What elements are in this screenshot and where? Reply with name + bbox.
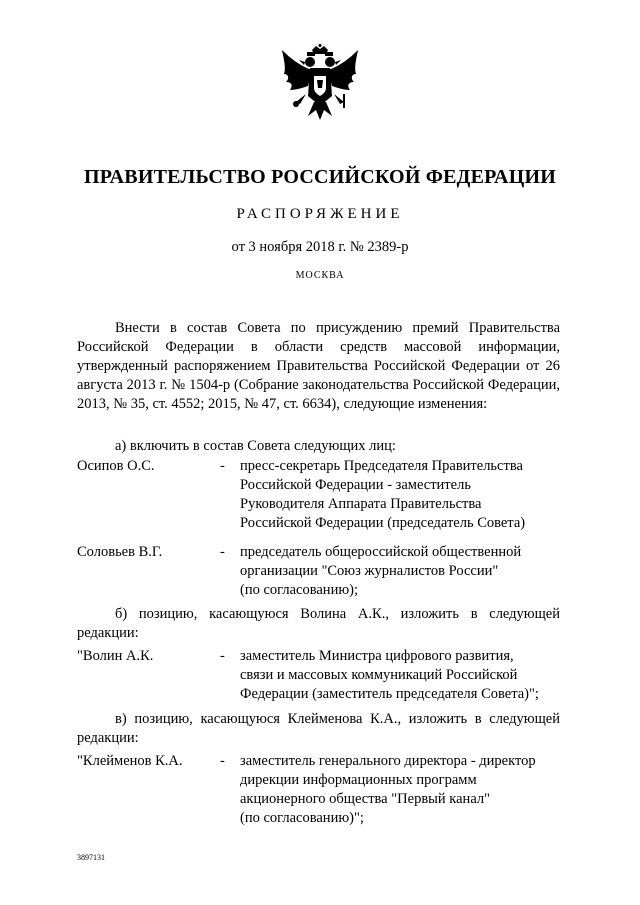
dash-separator: - (220, 648, 225, 664)
russian-coat-of-arms-icon (272, 44, 368, 140)
person-name: Осипов О.С. (77, 458, 155, 474)
person-position: пресс-секретарь Председателя Правительства Российской Федерации - заместитель Руководителя Аппарата Правительства Российской Федерации (председатель Совета) (240, 458, 526, 531)
city-name: МОСКВА (295, 270, 345, 281)
item-b-text: б) позицию, касающуюся Волина А.К., изложить в следующей редакции: (77, 606, 560, 641)
document-code: 3897131 (77, 853, 105, 862)
item-a-text: а) включить в состав Совета следующих лиц: (115, 438, 396, 454)
person-position: заместитель Министра цифрового развития, связи и массовых коммуникаций Российской Федерации (заместитель председателя Совета)"; (240, 648, 539, 702)
person-position: председатель общероссийской общественной организации "Союз журналистов России" (по согласованию); (240, 544, 522, 598)
dash-separator: - (220, 458, 225, 474)
document-type: РАСПОРЯЖЕНИЕ (236, 206, 404, 222)
date-and-number: от 3 ноября 2018 г. № 2389-р (231, 239, 409, 255)
person-name: "Клейменов К.А. (77, 753, 183, 769)
intro-paragraph: Внести в состав Совета по присуждению премий Правительства Российской Федерации в области средств массовой информации, утвержденный распоряжением Правительства Российской Федерации от 26 августа 2013 г. № 1504-р (Собрание законодательства Российской Федерации, 2013, № 35, ст. 4552; 2015, № 47, ст. 6634), следующие изменения: (77, 320, 560, 412)
person-position: заместитель генерального директора - директор дирекции информационных программ акционерного общества "Первый канал" (по согласованию)"; (240, 753, 536, 826)
government-title: ПРАВИТЕЛЬСТВО РОССИЙСКОЙ ФЕДЕРАЦИИ (84, 166, 556, 188)
dash-separator: - (220, 753, 225, 769)
person-name: "Волин А.К. (77, 648, 154, 664)
item-c-text: в) позицию, касающуюся Клейменова К.А., изложить в следующей редакции: (77, 711, 560, 746)
person-name: Соловьев В.Г. (77, 544, 163, 560)
dash-separator: - (220, 544, 225, 560)
